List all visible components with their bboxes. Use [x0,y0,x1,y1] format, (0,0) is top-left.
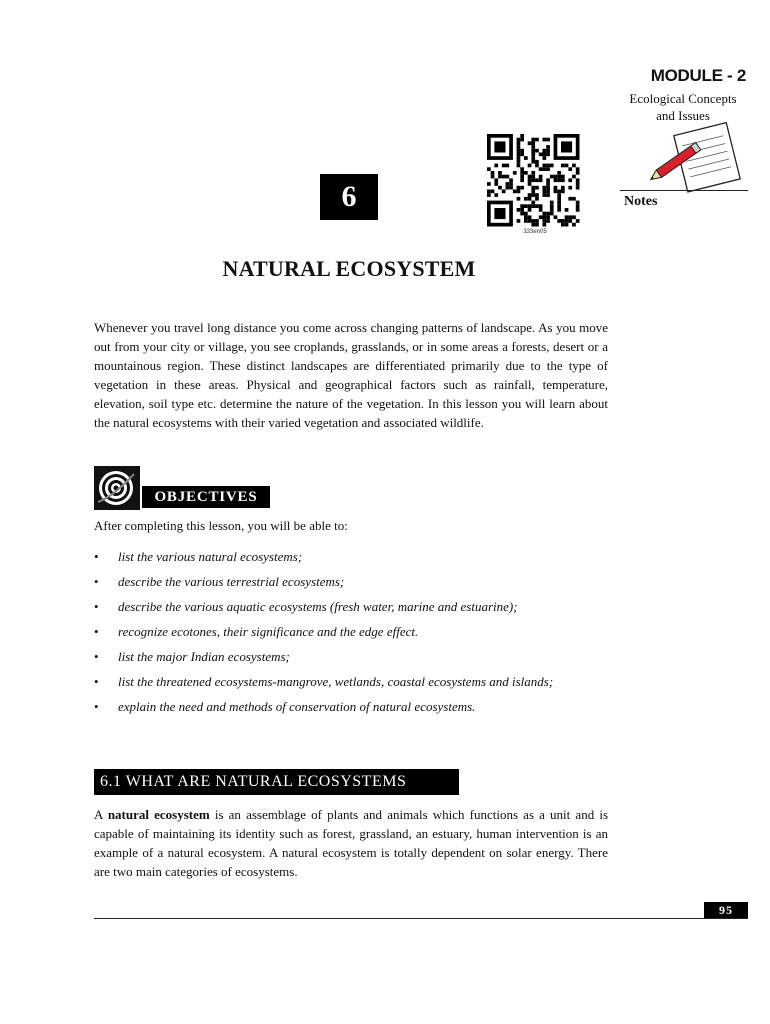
qr-module [517,186,521,190]
qr-module [546,190,550,194]
qr-module [528,197,532,201]
qr-module [528,182,532,186]
qr-module [498,171,502,175]
qr-module [535,138,539,142]
qr-module [565,219,569,223]
qr-module [535,197,539,201]
qr-module [546,219,550,223]
qr-module [539,204,543,208]
qr-module [539,153,543,157]
qr-module [557,175,561,179]
pencil-notepad-icon [650,122,750,194]
qr-module [576,171,580,175]
qr-module [554,178,558,182]
qr-module [546,164,550,168]
bullet: • [94,624,99,639]
qr-module [531,160,535,164]
qr-module [494,141,505,152]
qr-module [535,178,539,182]
module-subtitle-line1: Ecological Concepts [629,91,737,106]
qr-module [531,219,535,223]
qr-module [554,186,558,190]
qr-module [576,204,580,208]
qr-module [557,178,561,182]
qr-module [546,153,550,157]
qr-module [561,164,565,168]
qr-module [565,208,569,212]
qr-module [531,171,535,175]
footer-rule [94,918,748,919]
qr-module [520,212,524,216]
qr-module [535,164,539,168]
qr-module [543,156,547,160]
qr-module [539,175,543,179]
qr-module [543,164,547,168]
qr-module [498,186,502,190]
qr-module [546,212,550,216]
qr-module [520,178,524,182]
qr-module [520,134,524,138]
bullet: • [94,649,99,664]
qr-module [543,190,547,194]
qr-module [546,149,550,153]
qr-module [517,156,521,160]
target-icon [94,466,140,510]
qr-module [524,204,528,208]
qr-module [487,190,491,194]
qr-module [520,186,524,190]
qr-module [576,208,580,212]
qr-module [506,175,510,179]
qr-module [557,193,561,197]
qr-module [531,178,535,182]
sidebar-divider [620,190,748,191]
qr-module [568,178,572,182]
qr-module [506,164,510,168]
qr-module [546,215,550,219]
qr-module [561,141,572,152]
qr-module [568,215,572,219]
qr-module [543,167,547,171]
chapter-title: NATURAL ECOSYSTEM [222,256,476,281]
qr-module [535,204,539,208]
qr-module [520,204,524,208]
objectives-heading: OBJECTIVES [142,486,270,508]
qr-module [517,141,521,145]
qr-module [561,175,565,179]
qr-module [517,164,521,168]
qr-module [550,208,554,212]
qr-module [565,164,569,168]
qr-module [557,197,561,201]
qr-module [572,164,576,168]
qr-module [543,223,547,227]
qr-module [531,204,535,208]
qr-module [550,204,554,208]
qr-module [576,201,580,205]
qr-module [491,175,495,179]
objectives-list [94,548,608,723]
qr-module [520,171,524,175]
qr-module [557,201,561,205]
qr-module [506,182,510,186]
qr-module [568,219,572,223]
qr-module [528,193,532,197]
qr-module [543,193,547,197]
qr-module [494,182,498,186]
chapter-number: 6 [320,174,378,220]
qr-module [546,193,550,197]
qr-module [572,175,576,179]
bullet: • [94,674,99,689]
qr-module [576,167,580,171]
qr-module [546,178,550,182]
qr-module [524,156,528,160]
qr-module [502,190,506,194]
qr-module [502,175,506,179]
qr-module [557,190,561,194]
qr-module [550,201,554,205]
qr-module [539,215,543,219]
objective-text: recognize ecotones, their significance and the edge effect. [118,624,419,639]
objective-text: describe the various aquatic ecosystems (fresh water, marine and estuarine); [118,599,518,614]
page-number: 95 [704,902,748,919]
section-para-prefix: A [94,807,108,822]
qr-module [550,164,554,168]
qr-module [550,212,554,216]
qr-module [517,149,521,153]
qr-module [539,167,543,171]
qr-module [531,138,535,142]
qr-module [535,193,539,197]
qr-module [568,197,572,201]
qr-module [554,190,558,194]
list-item [94,548,608,565]
qr-module [531,201,535,205]
qr-module [550,175,554,179]
qr-module [535,186,539,190]
qr-module [561,223,565,227]
qr-module [513,190,517,194]
qr-module [517,153,521,157]
qr-module [520,153,524,157]
qr-module [535,219,539,223]
list-item [94,623,608,640]
qr-module [557,171,561,175]
qr-module [487,167,491,171]
section-paragraph [94,805,608,881]
section-heading: 6.1 WHAT ARE NATURAL ECOSYSTEMS [94,769,459,795]
qr-module [561,190,565,194]
qr-module [546,186,550,190]
qr-module [528,219,532,223]
qr-code[interactable] [487,134,583,228]
notes-label: Notes [624,194,658,209]
qr-module [494,178,498,182]
list-item [94,673,608,690]
qr-module [557,219,561,223]
qr-module [528,208,532,212]
qr-module [539,208,543,212]
qr-module [502,164,506,168]
qr-module [520,149,524,153]
qr-module [554,215,558,219]
qr-module [576,186,580,190]
qr-module [539,178,543,182]
qr-module [524,219,528,223]
qr-module [531,149,535,153]
qr-module [520,175,524,179]
qr-module [524,215,528,219]
list-item [94,648,608,665]
qr-module [543,138,547,142]
qr-module [524,197,528,201]
qr-module [528,204,532,208]
bullet: • [94,599,99,614]
qr-module [498,175,502,179]
qr-module [531,156,535,160]
qr-module [509,178,513,182]
qr-module [506,186,510,190]
qr-module [572,215,576,219]
qr-module [572,197,576,201]
qr-module [546,138,550,142]
qr-module [554,175,558,179]
bullet: • [94,549,99,564]
module-subtitle-line2: and Issues [656,108,710,123]
qr-module [535,149,539,153]
qr-module [543,153,547,157]
qr-caption: 333en05 [523,229,547,235]
module-subtitle [618,90,748,124]
qr-module [568,167,572,171]
bullet: • [94,574,99,589]
qr-module [531,190,535,194]
qr-module [528,178,532,182]
objective-text: describe the various terrestrial ecosystems; [118,574,345,589]
qr-module [561,219,565,223]
qr-module [491,171,495,175]
qr-module [513,171,517,175]
qr-module [576,182,580,186]
qr-module [531,193,535,197]
qr-module [528,164,532,168]
qr-module [517,219,521,223]
bullet: • [94,699,99,714]
qr-module [524,212,528,216]
qr-module [494,193,498,197]
module-title: MODULE - 2 [650,66,746,85]
section-para-term: natural ecosystem [107,807,210,822]
qr-module [531,153,535,157]
intro-paragraph: Whenever you travel long distance you come across changing patterns of landscape. As you move out from your city or village, you see croplands, grasslands, or in some areas a forests, desert or a mountainous region. These distinct landscapes are differentiated primarily due to the type of vegetation in these areas. Physical and geographical factors such as rainfall, temperature, elevation, soil type etc. determine the nature of the vegetation. In this lesson you will learn about the natural ecosystems with their varied vegetation and associated wildlife. [94,320,608,430]
qr-module [543,219,547,223]
qr-module [535,160,539,164]
qr-module [535,223,539,227]
qr-module [517,145,521,149]
qr-module [546,167,550,171]
qr-module [576,219,580,223]
qr-module [546,145,550,149]
qr-module [531,141,535,145]
qr-module [531,223,535,227]
qr-module [487,182,491,186]
qr-module [494,208,505,219]
qr-module [487,193,491,197]
qr-module [576,178,580,182]
qr-module [520,167,524,171]
qr-module [557,208,561,212]
section-para-rest: is an assemblage of plants and animals which functions as a unit and is capable of maintaining its identity such as forest, grassland, an estuary, human intervention is an example of a natural ecosystem. A natural ecosystem is totally dependent on solar energy. There are two main categories of ecosystems. [94,807,608,879]
qr-module [543,149,547,153]
qr-module [543,186,547,190]
qr-module [517,208,521,212]
qr-module [528,141,532,145]
qr-module [561,186,565,190]
qr-module [517,190,521,194]
objective-text: list the various natural ecosystems; [118,549,303,564]
objective-text: list the major Indian ecosystems; [118,649,290,664]
qr-module [568,186,572,190]
list-item [94,573,608,590]
qr-module [565,223,569,227]
qr-module [543,212,547,216]
qr-module [517,138,521,142]
qr-module [491,190,495,194]
objective-text: explain the need and methods of conservation of natural ecosystems. [118,699,476,714]
qr-module [565,215,569,219]
list-item [94,698,608,715]
qr-module [524,171,528,175]
qr-module [528,175,532,179]
qr-module [557,204,561,208]
qr-module [509,186,513,190]
qr-module [520,208,524,212]
qr-module [531,175,535,179]
qr-module [531,145,535,149]
qr-module [543,215,547,219]
qr-module [517,160,521,164]
objective-text: list the threatened ecosystems-mangrove, wetlands, coastal ecosystems and islands; [118,674,554,689]
qr-module [520,138,524,142]
qr-module [572,223,576,227]
qr-module [528,215,532,219]
qr-module [561,178,565,182]
list-item [94,598,608,615]
objectives-lead: After completing this lesson, you will be able to: [94,518,348,533]
qr-module [494,164,498,168]
qr-module [509,182,513,186]
qr-module [531,186,535,190]
qr-module [517,197,521,201]
qr-module [546,182,550,186]
